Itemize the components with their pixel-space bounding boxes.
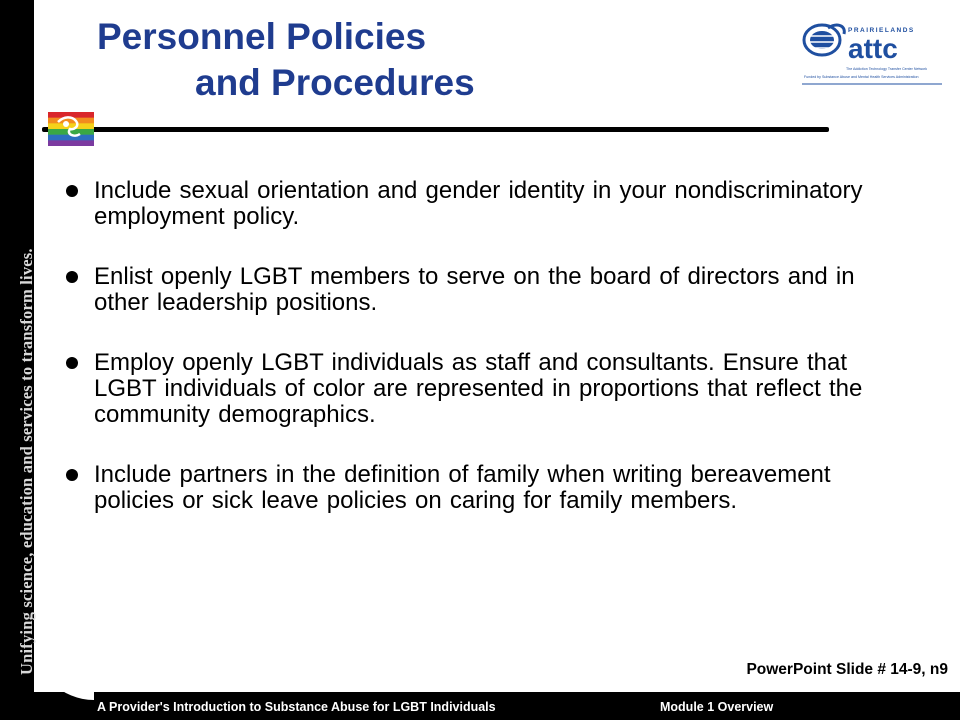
- bullet-icon: [66, 185, 78, 197]
- rainbow-flag-icon: [48, 112, 94, 146]
- logo-brand-small: PRAIRIELANDS: [848, 27, 915, 34]
- title-line-1: Personnel Policies: [97, 16, 427, 57]
- side-tagline: Unifying science, education and services to transform lives.: [17, 248, 36, 675]
- logo-brand-large: attc: [848, 33, 898, 64]
- bullet-item: [64, 350, 904, 428]
- bullet-text: Employ openly LGBT individuals as staff and consultants. Ensure that LGBT individuals of color are represented in proportions that reflect the community demographics.: [94, 349, 863, 428]
- slide-title: [97, 14, 475, 106]
- bullet-item: [64, 462, 904, 514]
- bullet-text: Include partners in the definition of family when writing bereavement policies or sick leave policies on caring for family members.: [94, 461, 831, 514]
- bullet-text: Include sexual orientation and gender identity in your nondiscriminatory employment policy.: [94, 177, 863, 230]
- bullet-list: [64, 178, 904, 514]
- bullet-icon: [66, 271, 78, 283]
- bullet-icon: [66, 469, 78, 481]
- bullet-item: [64, 264, 904, 316]
- flag-stripe: [48, 140, 94, 146]
- frame-corner-curve: [34, 640, 94, 700]
- attc-logo-icon: [800, 18, 945, 98]
- footer-module: Module 1 Overview: [660, 700, 774, 714]
- logo-subline-2: Funded by Substance Abuse and Mental Health Services Administration: [804, 75, 919, 79]
- logo-subline-1: The Addiction Technology Transfer Center Network: [846, 67, 928, 71]
- bullet-text: Enlist openly LGBT members to serve on the board of directors and in other leadership positions.: [94, 263, 855, 316]
- bullet-item: [64, 178, 904, 230]
- title-line-2: and Procedures: [195, 62, 475, 103]
- slide-number: PowerPoint Slide # 14-9, n9: [746, 661, 948, 678]
- bullet-icon: [66, 357, 78, 369]
- footer-course-title: A Provider's Introduction to Substance Abuse for LGBT Individuals: [97, 700, 496, 714]
- title-underline: [42, 127, 829, 132]
